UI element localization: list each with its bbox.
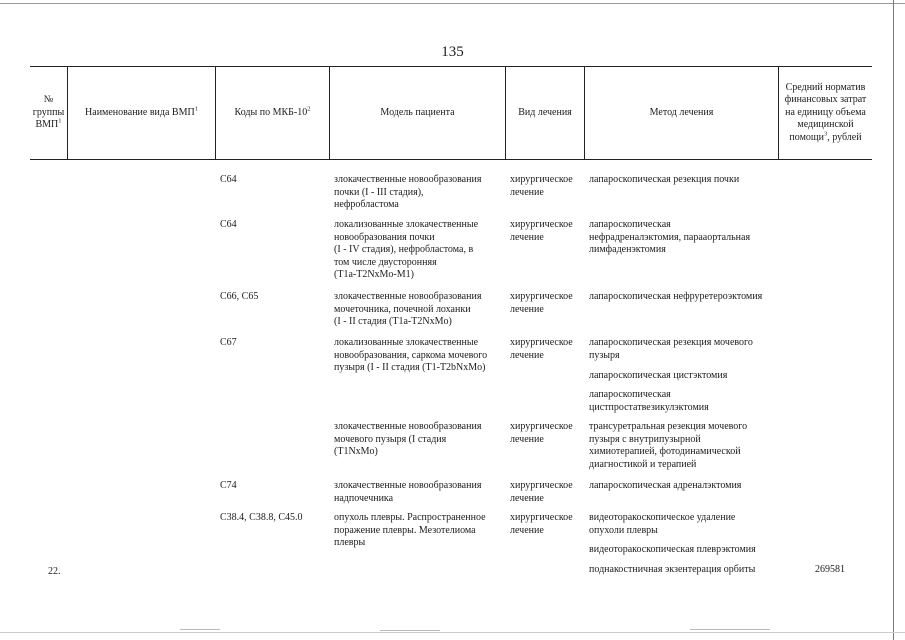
row-4-method-2: лапароскопическая цистэктомия (589, 370, 728, 381)
row-5-model: злокачественные новообразования мочевого пузыря (I стадия (T1NxMo) (334, 421, 482, 458)
row-22-method: поднакостничная экзентерация орбиты (589, 564, 756, 575)
row-1-treatment: хирургическое лечение (510, 174, 573, 198)
header-treatment-method: Метод лечения (649, 106, 714, 118)
scan-noise-3 (690, 629, 770, 630)
header-patient-model: Модель пациента (380, 106, 455, 118)
row-7-treatment: хирургическое лечение (510, 512, 573, 536)
scan-edge-top (0, 3, 905, 4)
row-1-code: C64 (220, 174, 237, 185)
row-2-method-1: лапароскопическая нефрадреналэктомия, парааортальная лимфаденэктомия (589, 219, 751, 256)
row-7-method-1: видеоторакоскопическое удаление опухоли плевры (589, 512, 736, 536)
row-1-model: злокачественные новообразования почки (I - III стадия), нефробластома (334, 174, 482, 211)
row-3-model: злокачественные новообразования мочеточника, почечной лоханки (I - II стадия (T1a-T2NxMo) (334, 291, 482, 328)
header-vmp-name: Наименование вида ВМП$^1$ (85, 105, 198, 118)
row-3-treatment: хирургическое лечение (510, 291, 573, 315)
row-7-method-2: видеоторакоскопическая плеврэктомия (589, 544, 756, 555)
row-6-model: злокачественные новообразования надпочечника (334, 480, 482, 504)
row-3-code: C66, C65 (220, 291, 259, 302)
row-7-model: опухоль плевры. Распространенное поражение плевры. Мезотелиома плевры (334, 512, 486, 549)
scan-edge-bottom (0, 632, 905, 633)
row-3-method-1: лапароскопическая нефруретероэктомия (589, 291, 763, 302)
page-number: 135 (441, 44, 464, 60)
row-2-treatment: хирургическое лечение (510, 219, 573, 243)
row-4-model: локализованные злокачественные новообразования, саркома мочевого пузыря (I - II стадия (T1-T2bNxMo) (334, 337, 488, 374)
row-6-method-1: лапароскопическая адреналэктомия (589, 480, 742, 491)
header-group-number: № группы ВМП$^1$ (32, 94, 65, 131)
row-22-group-number: 22. (48, 566, 61, 577)
row-2-code: C64 (220, 219, 237, 230)
header-mkb-codes: Коды по МКБ-$10^2$ (234, 105, 311, 118)
scan-noise-2 (380, 630, 440, 631)
row-1-method-1: лапароскопическая резекция почки (589, 174, 740, 185)
row-4-method-1: лапароскопическая резекция мочевого пузыря (589, 337, 753, 361)
row-5-method-1: трансуретральная резекция мочевого пузыря с внутрипузырной химиотерапией, фотодинамической диагностикой и терапией (589, 421, 748, 470)
row-7-code: C38.4, C38.8, C45.0 (220, 512, 303, 523)
header-cost-norm: Средний норматив финансовых затрат на единицу объема медицинской помощи$^3$, рублей (784, 81, 867, 143)
scan-noise-1 (180, 629, 220, 630)
row-5-treatment: хирургическое лечение (510, 421, 573, 445)
row-4-code: C67 (220, 337, 237, 348)
header-treatment-type: Вид лечения (518, 106, 572, 118)
header-bottom-border (30, 159, 872, 160)
row-2-model: локализованные злокачественные новообразования почки (I - IV стадия), нефробластома, в том числе двусторонняя (T1a-T2NxMo-M1) (334, 219, 479, 281)
row-4-treatment: хирургическое лечение (510, 337, 573, 361)
row-6-code: C74 (220, 480, 237, 491)
row-6-treatment: хирургическое лечение (510, 480, 573, 504)
scan-edge-right (893, 0, 894, 640)
row-22-cost: 269581 (815, 564, 845, 575)
row-4-method-3: лапароскопическая цистпростатвезикулэктомия (589, 389, 709, 413)
